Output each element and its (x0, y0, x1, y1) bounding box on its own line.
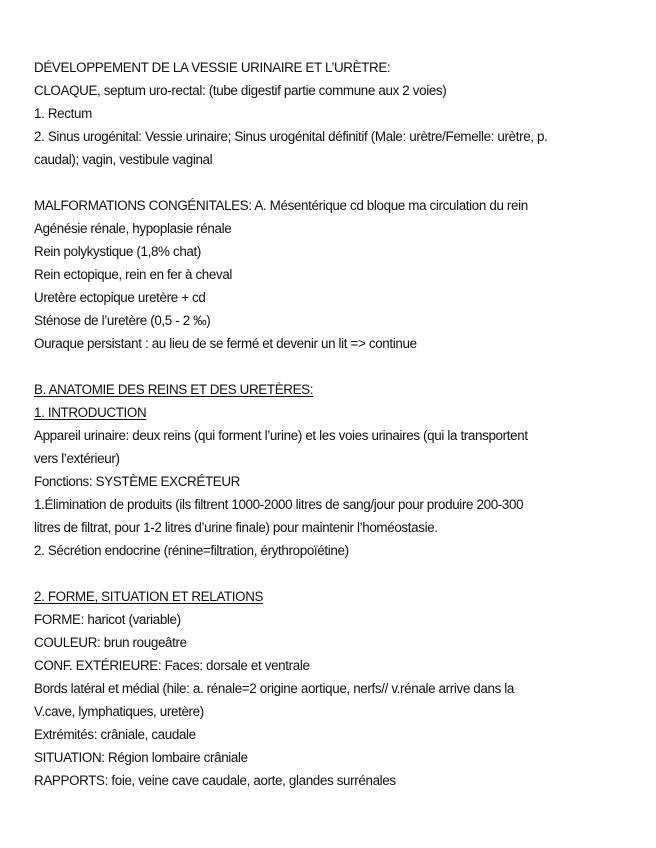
text-line: vers l’extérieur) (34, 451, 120, 466)
text-line: Ouraque persistant : au lieu de se fermé et devenir un lit => continue (34, 336, 417, 351)
text-line: 1.Élimination de produits (ils filtrent 1000-2000 litres de sang/jour pour produire 200-300 (34, 497, 524, 512)
text-line: Agénésie rénale, hypoplasie rénale (34, 221, 232, 236)
text-line: V.cave, lymphatiques, uretère) (34, 704, 204, 719)
subsection-heading-forme: 2. FORME, SITUATION ET RELATIONS (34, 589, 264, 604)
text-line: CLOAQUE, septum uro-rectal: (tube digestif partie commune aux 2 voies) (34, 83, 447, 98)
text-line: Fonctions: SYSTÈME EXCRÉTEUR (34, 474, 240, 489)
text-line: Rein ectopique, rein en fer à cheval (34, 267, 233, 282)
text-line: Sténose de l’uretère (0,5 - 2 ‰) (34, 313, 211, 328)
text-line: Uretère ectopique uretère + cd (34, 290, 206, 305)
text-line: Bords latéral et médial (hile: a. rénale=2 origine aortique, nerfs// v.rénale arrive dans la (34, 681, 515, 696)
paragraph-gap (34, 355, 634, 378)
text-line: 2. Sécrétion endocrine (rénine=filtration, érythropoïétine) (34, 543, 349, 558)
text-line: caudal); vagin, vestibule vaginal (34, 152, 213, 167)
text-line: 1. Rectum (34, 106, 92, 121)
text-line: COULEUR: brun rougeâtre (34, 635, 187, 650)
text-line: litres de filtrat, pour 1-2 litres d’urine finale) pour maintenir l’homéostasie. (34, 520, 438, 535)
subsection-heading-introduction: 1. INTRODUCTION (34, 405, 147, 420)
text-line: Extrémités: crâniale, caudale (34, 727, 196, 742)
text-line: FORME: haricot (variable) (34, 612, 181, 627)
paragraph-gap (34, 171, 634, 194)
text-line: Rein polykystique (1,8% chat) (34, 244, 201, 259)
text-line: 2. Sinus urogénital: Vessie urinaire; Sinus urogénital définitif (Male: urètre/Femelle: urètre, p. (34, 129, 548, 144)
heading-malformations: MALFORMATIONS CONGÉNITALES: A. Mésentérique cd bloque ma circulation du rein (34, 198, 528, 213)
heading-development: DÉVELOPPEMENT DE LA VESSIE URINAIRE ET L’URÈTRE: (34, 60, 391, 75)
text-line: RAPPORTS: foie, veine cave caudale, aorte, glandes surrénales (34, 773, 396, 788)
text-line: CONF. EXTÉRIEURE: Faces: dorsale et ventrale (34, 658, 310, 673)
document-page (34, 56, 634, 792)
section-heading-anatomy: B. ANATOMIE DES REINS ET DES URETÈRES: (34, 382, 314, 397)
text-line: SITUATION: Région lombaire crâniale (34, 750, 248, 765)
text-line: Appareil urinaire: deux reins (qui forment l’urine) et les voies urinaires (qui la transportent (34, 428, 528, 443)
paragraph-gap (34, 562, 634, 585)
